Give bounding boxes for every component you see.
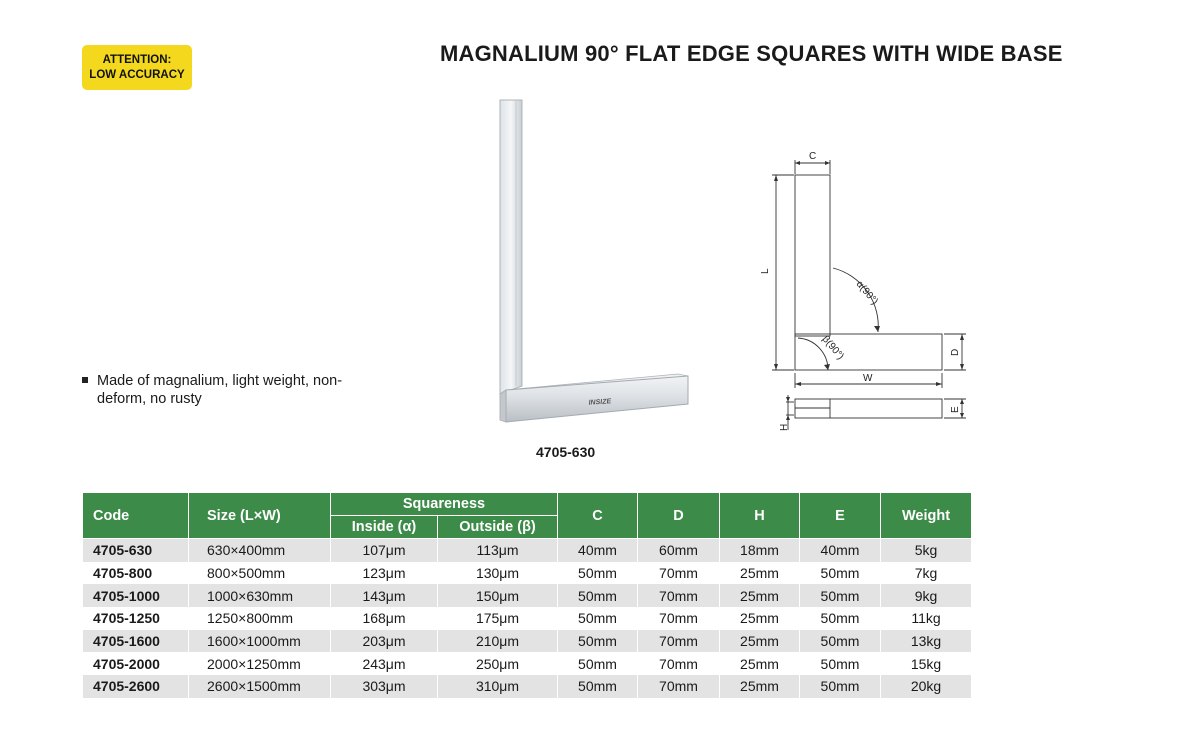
cell-size: 1000×630mm: [189, 584, 331, 607]
cell-outside: 130μm: [438, 562, 558, 585]
cell-h: 18mm: [720, 539, 800, 562]
cell-e: 50mm: [800, 630, 881, 653]
cell-code: 4705-2600: [83, 675, 189, 698]
cell-d: 70mm: [638, 584, 720, 607]
header-squareness: Squareness: [331, 493, 558, 516]
cell-weight: 15kg: [881, 652, 972, 675]
cell-outside: 250μm: [438, 652, 558, 675]
cell-size: 630×400mm: [189, 539, 331, 562]
cell-h: 25mm: [720, 675, 800, 698]
header-outside: Outside (β): [438, 516, 558, 539]
cell-outside: 310μm: [438, 675, 558, 698]
cell-e: 50mm: [800, 562, 881, 585]
cell-size: 800×500mm: [189, 562, 331, 585]
cell-c: 50mm: [558, 562, 638, 585]
header-c: C: [558, 493, 638, 539]
brand-label: INSIZE: [588, 398, 612, 407]
cell-outside: 150μm: [438, 584, 558, 607]
cell-e: 50mm: [800, 675, 881, 698]
cell-d: 70mm: [638, 562, 720, 585]
cell-d: 70mm: [638, 607, 720, 630]
cell-h: 25mm: [720, 630, 800, 653]
dim-label-c: C: [809, 151, 817, 162]
cell-code: 4705-1600: [83, 630, 189, 653]
cell-weight: 9kg: [881, 584, 972, 607]
cell-d: 60mm: [638, 539, 720, 562]
bullet-icon: [82, 377, 88, 383]
attention-badge: [82, 45, 192, 90]
cell-d: 70mm: [638, 630, 720, 653]
cell-e: 40mm: [800, 539, 881, 562]
dim-label-l: L: [760, 268, 771, 274]
cell-e: 50mm: [800, 584, 881, 607]
table-row: [83, 607, 972, 630]
dim-label-d: D: [950, 348, 961, 356]
header-size: Size (L×W): [189, 493, 331, 539]
dim-label-h: H: [779, 423, 790, 431]
cell-c: 40mm: [558, 539, 638, 562]
cell-size: 2000×1250mm: [189, 652, 331, 675]
cell-e: 50mm: [800, 652, 881, 675]
feature-list-item: [82, 372, 362, 408]
cell-c: 50mm: [558, 607, 638, 630]
table-row: [83, 652, 972, 675]
cell-size: 1600×1000mm: [189, 630, 331, 653]
dim-label-e: E: [950, 406, 961, 413]
cell-weight: 20kg: [881, 675, 972, 698]
cell-outside: 210μm: [438, 630, 558, 653]
table-row: [83, 584, 972, 607]
table-row: [83, 675, 972, 698]
cell-inside: 243μm: [331, 652, 438, 675]
header-code: Code: [83, 493, 189, 539]
cell-d: 70mm: [638, 675, 720, 698]
cell-weight: 7kg: [881, 562, 972, 585]
product-caption: 4705-630: [536, 444, 596, 460]
table-row: [83, 539, 972, 562]
badge-line-1: ATTENTION:: [102, 53, 172, 66]
cell-size: 2600×1500mm: [189, 675, 331, 698]
specifications-table: [82, 492, 972, 698]
header-d: D: [638, 493, 720, 539]
cell-size: 1250×800mm: [189, 607, 331, 630]
cell-code: 4705-1250: [83, 607, 189, 630]
table-row: [83, 630, 972, 653]
cell-inside: 303μm: [331, 675, 438, 698]
cell-code: 4705-800: [83, 562, 189, 585]
dim-label-w: W: [863, 373, 873, 384]
angle-label-beta: β(90°): [819, 333, 846, 363]
technical-drawing: [760, 140, 980, 440]
badge-line-2: LOW ACCURACY: [89, 68, 185, 81]
header-inside: Inside (α): [331, 516, 438, 539]
cell-h: 25mm: [720, 607, 800, 630]
cell-outside: 175μm: [438, 607, 558, 630]
cell-code: 4705-630: [83, 539, 189, 562]
header-weight: Weight: [881, 493, 972, 539]
cell-weight: 13kg: [881, 630, 972, 653]
cell-code: 4705-2000: [83, 652, 189, 675]
page-title: MAGNALIUM 90° FLAT EDGE SQUARES WITH WIDE BASE: [440, 41, 1063, 66]
cell-inside: 143μm: [331, 584, 438, 607]
cell-weight: 5kg: [881, 539, 972, 562]
cell-inside: 123μm: [331, 562, 438, 585]
table-row: [83, 562, 972, 585]
angle-label-alpha: α(90°): [853, 278, 880, 308]
cell-inside: 107μm: [331, 539, 438, 562]
cell-h: 25mm: [720, 652, 800, 675]
table-body: [83, 539, 972, 698]
cell-c: 50mm: [558, 630, 638, 653]
header-e: E: [800, 493, 881, 539]
cell-c: 50mm: [558, 675, 638, 698]
header-h: H: [720, 493, 800, 539]
cell-c: 50mm: [558, 584, 638, 607]
cell-code: 4705-1000: [83, 584, 189, 607]
cell-inside: 203μm: [331, 630, 438, 653]
cell-e: 50mm: [800, 607, 881, 630]
cell-inside: 168μm: [331, 607, 438, 630]
product-photo: [480, 92, 690, 432]
cell-outside: 113μm: [438, 539, 558, 562]
feature-text: Made of magnalium, light weight, non-deform, no rusty: [97, 373, 343, 407]
cell-d: 70mm: [638, 652, 720, 675]
cell-c: 50mm: [558, 652, 638, 675]
cell-weight: 11kg: [881, 607, 972, 630]
cell-h: 25mm: [720, 562, 800, 585]
cell-h: 25mm: [720, 584, 800, 607]
